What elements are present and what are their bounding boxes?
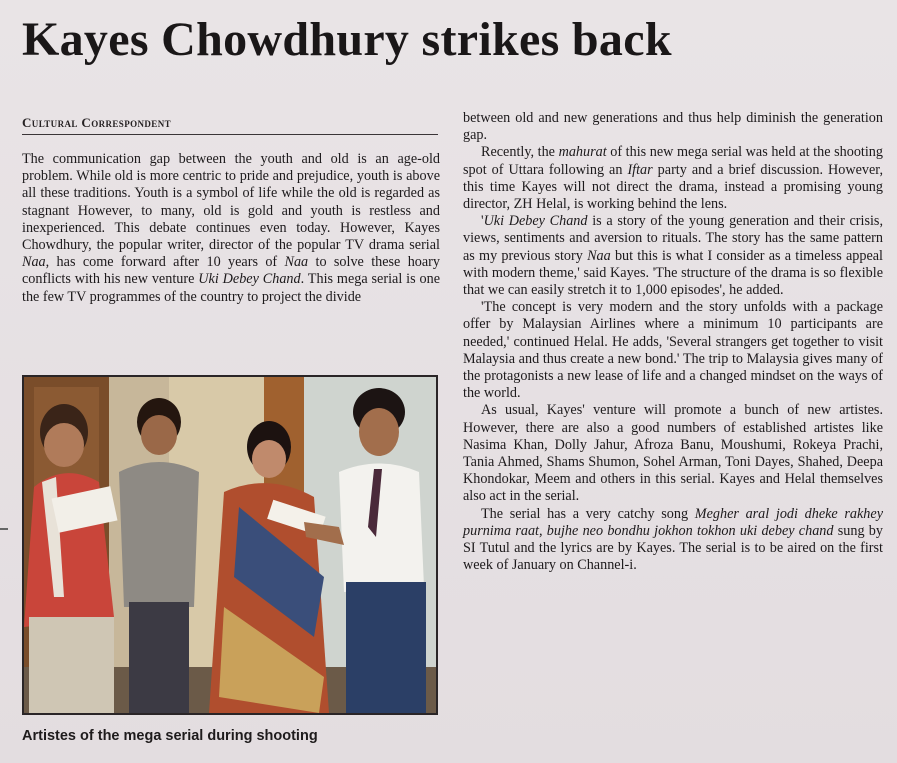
- byline-rule: [22, 134, 438, 135]
- article-photo: [22, 375, 438, 715]
- italic-title: mahurat: [558, 144, 607, 161]
- left-column-text: [22, 151, 440, 306]
- body-paragraph: 'The concept is very modern and the story unfolds with a package offer by Malaysian Airlines where a minimum 10 participants are needed,' continued Helal. He adds, 'Several strangers get together to visit Malaysia and thus create a new bond.' The trip to Malaysia gives many of the protagonists a new lease of life and a changed mindset on the ways of the world.: [463, 299, 883, 402]
- body-paragraph: The serial has a very catchy song Megher aral jodi dheke rakhey purnima raat, bujhe neo bondhu jokhon tokhon uki debey chand sung by SI Tutul and the lyrics are by Kayes. The serial is to be aired on the first week of January on Channel-i.: [463, 505, 883, 574]
- intro-paragraph: The communication gap between the youth and old is an age-old problem. While old is more centric to pride and prejudice, youth is above all these traditions. Youth is a symbol of life while the old is regarded as stagnant However, to many, old is gold and youth is restless and inexperienced. This debate continues even today. However, Kayes Chowdhury, the popular writer, director of the popular TV drama serial Naa, has come forward after 10 years of Naa to solve these hoary conflicts with his new venture Uki Debey Chand. This mega serial is one the few TV programmes of the country to project the divide: [22, 151, 441, 305]
- body-paragraph: 'Uki Debey Chand is a story of the young generation and their crisis, views, sentiments and aversion to rituals. The story has the same pattern as my previous story Naa but this is what I consider as a timeless appeal with modern theme,' said Kayes. 'The structure of the drama is so flexible that we can easily stretch it to 1,000 episodes', he added.: [463, 213, 883, 299]
- byline: Cultural Correspondent: [22, 115, 172, 130]
- italic-title: Iftar: [627, 161, 653, 178]
- margin-mark: [0, 528, 8, 530]
- body-paragraph: As usual, Kayes' venture will promote a bunch of new artistes. However, there are also a good numbers of established artistes like Nasima Khan, Dolly Jahur, Afroza Banu, Moushumi, Rokeya Prachi, Tania Ahmed, Shams Shumon, Sohel Arman, Toni Dayes, Shahed, Deepa Khondokar, Meem and others in this serial. Kayes and Helal themselves also act in the serial.: [463, 402, 883, 505]
- right-column-text: [463, 110, 883, 574]
- italic-title: Naa: [22, 254, 46, 271]
- photo-scene: [24, 377, 436, 713]
- photo-caption: Artistes of the mega serial during shooting: [22, 728, 318, 744]
- italic-title: Uki Debey Chand: [483, 213, 588, 230]
- italic-title: Megher aral jodi dheke rakhey purnima raat, bujhe neo bondhu jokhon tokhon uki debey chand: [463, 505, 883, 539]
- headline: Kayes Chowdhury strikes back: [22, 13, 672, 66]
- body-paragraph: between old and new generations and thus help diminish the generation gap.: [463, 110, 883, 144]
- body-paragraph: Recently, the mahurat of this new mega serial was held at the shooting spot of Uttara following an Iftar party and a brief discussion. However, this time Kayes will not direct the drama, instead a promising young director, ZH Helal, is working behind the lens.: [463, 144, 884, 213]
- italic-title: Uki Debey Chand: [198, 271, 301, 288]
- italic-title: Naa: [284, 254, 309, 271]
- italic-title: Naa: [587, 247, 611, 264]
